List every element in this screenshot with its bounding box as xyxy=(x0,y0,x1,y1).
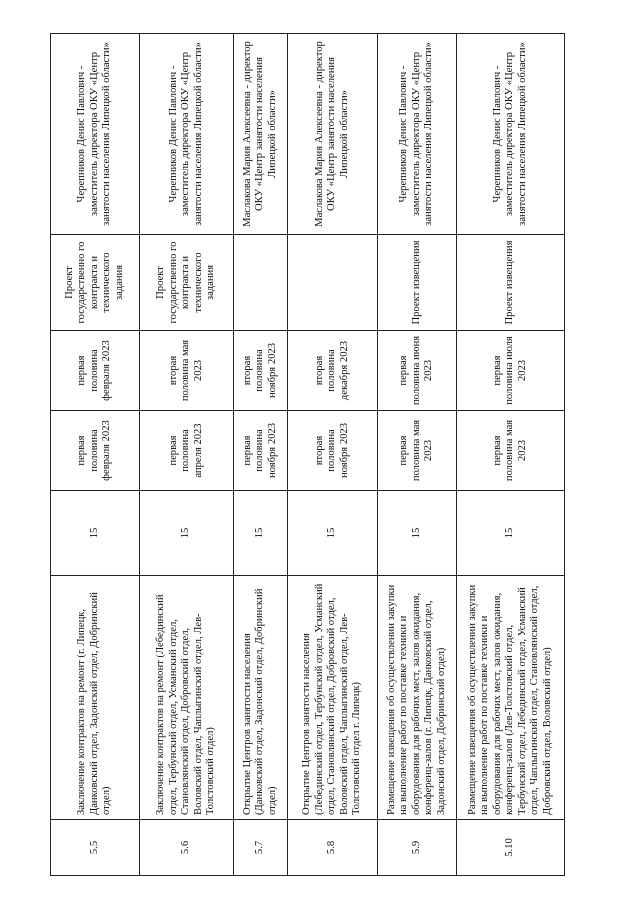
duration-days: 15 xyxy=(457,491,565,576)
start-date: вторая половина ноября 2023 xyxy=(288,411,378,491)
task-description: Заключение контрактов на ремонт (г. Липецк, Данковский отдел, Задонский отдел, Добринский отдел) xyxy=(51,576,140,820)
end-date: первая половина июля 2023 xyxy=(457,331,565,411)
start-date: первая половина ноября 2023 xyxy=(234,411,288,491)
start-date: первая половина мая 2023 xyxy=(378,411,457,491)
row-number: 5.10 xyxy=(457,820,565,876)
task-description: Размещение извещения об осуществлении закупки на выполнение работ по поставке техники и оборудования для рабочих мест, залов ожидания, конференц-залов (г. Липецк, Данковский отдел, Задонский отдел, Добринский отдел) xyxy=(378,576,457,820)
plan-table xyxy=(50,33,565,876)
table-row xyxy=(51,34,140,876)
end-date: первая половина февраля 2023 xyxy=(51,331,140,411)
duration-days: 15 xyxy=(288,491,378,576)
end-date: вторая половина ноября 2023 xyxy=(234,331,288,411)
responsible-person: Черепников Денис Павлович - заместитель директора ОКУ «Центр занятости населения Липецкой области» xyxy=(457,34,565,235)
start-date: первая половина февраля 2023 xyxy=(51,411,140,491)
end-date: вторая половина мая 2023 xyxy=(140,331,234,411)
end-date: первая половина июня 2023 xyxy=(378,331,457,411)
duration-days: 15 xyxy=(140,491,234,576)
row-number: 5.6 xyxy=(140,820,234,876)
result-document: Проект государственно го контракта и технического задания xyxy=(51,235,140,331)
duration-days: 15 xyxy=(234,491,288,576)
duration-days: 15 xyxy=(378,491,457,576)
result-document: Проект государственно го контракта и технического задания xyxy=(140,235,234,331)
row-number: 5.5 xyxy=(51,820,140,876)
duration-days: 15 xyxy=(51,491,140,576)
task-description: Открытие Центров занятости населения (Лебединский отдел, Тербунский отдел, Усманский отдел, Становлянский отдел, Добровский отдел, Воловский отдел, Чаплыгинский отдел, Лев-Толстовский отдел г. Липецк) xyxy=(288,576,378,820)
task-description: Заключение контрактов на ремонт (Лебединский отдел, Тербунский отдел, Усманский отдел, Становлянский отдел, Добровский отдел, Воловский отдел, Чаплыгинский отдел, Лев-Толстовский отдел) xyxy=(140,576,234,820)
row-number: 5.9 xyxy=(378,820,457,876)
result-document: Проект извещения xyxy=(378,235,457,331)
responsible-person: Черепников Денис Павлович - заместитель директора ОКУ «Центр занятости населения Липецкой области» xyxy=(378,34,457,235)
table-row xyxy=(457,34,565,876)
responsible-person: Черепников Денис Павлович - заместитель директора ОКУ «Центр занятости населения Липецкой области» xyxy=(140,34,234,235)
row-number: 5.7 xyxy=(234,820,288,876)
table-row xyxy=(140,34,234,876)
rotated-table-wrapper xyxy=(50,34,564,876)
responsible-person: Маслакова Мария Алексеевна - директор ОКУ «Центр занятости населения Липецкой области» xyxy=(234,34,288,235)
task-description: Открытие Центров занятости населения (Данковский отдел, Задонский отдел, Добринский отдел) xyxy=(234,576,288,820)
result-document: Проект извещения xyxy=(457,235,565,331)
start-date: первая половина мая 2023 xyxy=(457,411,565,491)
task-description: Размещение извещения об осуществлении закупки на выполнение работ по поставке техники и оборудования для рабочих мест, залов ожидания, конференц-залов (Лев-Толстовский отдел, Тербунский отдел, Лебединский отдел, Усманский отдел, Чаплыгинский отдел, Становлянский отдел, Добровский отдел, Воловский отдел) xyxy=(457,576,565,820)
responsible-person: Черепников Денис Павлович - заместитель директора ОКУ «Центр занятости населения Липецкой области» xyxy=(51,34,140,235)
responsible-person: Маслакова Мария Алексеевна - директор ОКУ «Центр занятости населения Липецкой области» xyxy=(288,34,378,235)
row-number: 5.8 xyxy=(288,820,378,876)
result-document xyxy=(288,235,378,331)
start-date: первая половина апреля 2023 xyxy=(140,411,234,491)
table-row xyxy=(288,34,378,876)
end-date: вторая половина декабря 2023 xyxy=(288,331,378,411)
table-row xyxy=(378,34,457,876)
table-row xyxy=(234,34,288,876)
result-document xyxy=(234,235,288,331)
plan-table-body xyxy=(51,34,565,876)
